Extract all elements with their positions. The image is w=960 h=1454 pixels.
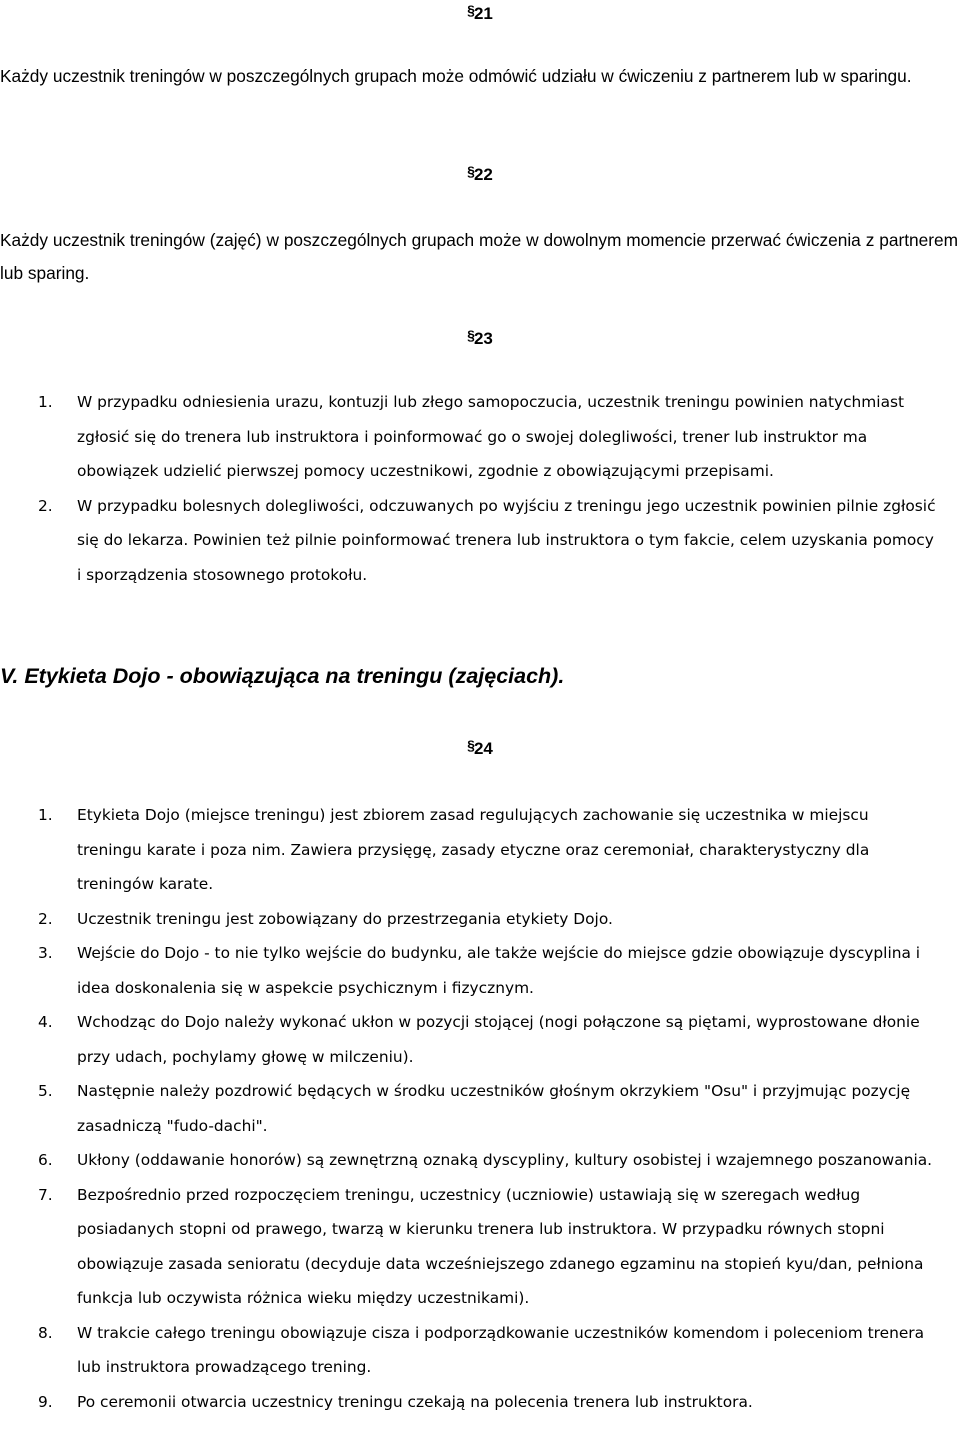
list-item-text: Bezpośrednio przed rozpoczęciem treningu, uczestnicy (uczniowie) ustawiają się w szeregach według posiadanych stopni od prawego, twarzą w kierunku trenera lub instruktora. W przypadku równych stopni obowiązuje zasada senioratu (decyduje data wcześniejszego zdanego egzaminu na stopień kyu/dan, pełniona funkcja lub oczywista różnica wieku między uczestnikami). (77, 1185, 924, 1307)
list-item-text: W trakcie całego treningu obowiązuje cisza i podporządkowanie uczestników komendom i poleceniom trenera lub instruktora prowadzącego trening. (77, 1323, 925, 1376)
list-item-text: Następnie należy pozdrowić będących w środku uczestników głośnym okrzykiem "Osu" i przyjmując pozycję zasadniczą "fudo-dachi". (77, 1082, 911, 1135)
list-item (0, 1005, 937, 1074)
section-number: 23 (473, 329, 493, 348)
list-item-text: Ukłony (oddawanie honorów) są zewnętrzną oznaką dyscypliny, kultury osobistej i wzajemnego poszanowania. (77, 1151, 933, 1169)
list-item-number: 4. (38, 1013, 53, 1031)
list-item (0, 1143, 937, 1178)
section-symbol: § (467, 163, 474, 179)
list-item-number: 1. (38, 806, 53, 824)
list-item (0, 902, 937, 937)
list-item (0, 1316, 937, 1385)
section-symbol: § (467, 737, 474, 753)
list-item (0, 489, 937, 593)
list-item-number: 2. (38, 496, 53, 515)
section-24-list (0, 798, 960, 1419)
list-item-text: Po ceremonii otwarcia uczestnicy treningu czekają na polecenia trenera lub instruktora. (77, 1392, 753, 1411)
list-item-number: 5. (38, 1082, 53, 1100)
list-item (0, 1385, 937, 1420)
section-heading-22 (0, 163, 960, 185)
list-item-text: Uczestnik treningu jest zobowiązany do przestrzegania etykiety Dojo. (77, 909, 613, 928)
list-item-text: Wchodząc do Dojo należy wykonać ukłon w pozycji stojącej (nogi połączone są piętami, wyprostowane dłonie przy udach, pochylamy głowę w milczeniu). (77, 1013, 920, 1066)
list-item (0, 936, 937, 1005)
list-item (0, 1178, 937, 1316)
list-item-number: 6. (38, 1151, 53, 1169)
list-item-text: W przypadku bolesnych dolegliwości, odczuwanych po wyjściu z treningu jego uczestnik powinien pilnie zgłosić się do lekarza. Powinien też pilnie poinformować trenera lub instruktora o tym fakcie, celem uzyskania pomocy i sporządzenia stosownego protokołu. (77, 496, 936, 584)
section-symbol: § (467, 2, 474, 18)
section-heading-23 (0, 327, 960, 349)
list-item (0, 1074, 937, 1143)
list-item (0, 798, 937, 902)
section-symbol: § (467, 327, 474, 343)
section-21-text: Każdy uczestnik treningów w poszczególnych grupach może odmówić udziału w ćwiczeniu z partnerem lub w sparingu. (0, 66, 912, 86)
section-22-text: Każdy uczestnik treningów (zajęć) w poszczególnych grupach może w dowolnym momencie przerwać ćwiczenia z partnerem lub sparing. (0, 230, 958, 283)
list-item (0, 385, 937, 489)
section-23-list (0, 385, 960, 592)
section-heading-21 (0, 2, 960, 24)
list-item-number: 1. (38, 393, 53, 411)
list-item-number: 2. (38, 909, 53, 928)
list-item-number: 3. (38, 944, 53, 962)
list-item-text: W przypadku odniesienia urazu, kontuzji lub złego samopoczucia, uczestnik treningu powinien natychmiast zgłosić się do trenera lub instruktora i poinformować go o swojej dolegliwości, trener lub instruktor ma obowiązek udzielić pierwszej pomocy uczestnikowi, zgodnie z obowiązującymi przepisami. (77, 393, 905, 480)
section-number: 21 (473, 4, 493, 23)
list-item-number: 9. (38, 1392, 53, 1411)
list-item-number: 7. (38, 1185, 53, 1204)
list-item-text: Wejście do Dojo - to nie tylko wejście do budynku, ale także wejście do miejsce gdzie obowiązuje dyscyplina i idea doskonalenia się w aspekcie psychicznym i fizycznym. (77, 944, 921, 997)
section-number: 24 (473, 739, 493, 758)
section-number: 22 (473, 165, 493, 184)
chapter-title: V. Etykieta Dojo - obowiązująca na treningu (zajęciach). (0, 664, 565, 688)
section-heading-24 (0, 737, 960, 759)
list-item-number: 8. (38, 1323, 53, 1342)
list-item-text: Etykieta Dojo (miejsce treningu) jest zbiorem zasad regulujących zachowanie się uczestnika w miejscu treningu karate i poza nim. Zawiera przysięgę, zasady etyczne oraz ceremoniał, charakterystyczny dla treningów karate. (77, 806, 870, 893)
